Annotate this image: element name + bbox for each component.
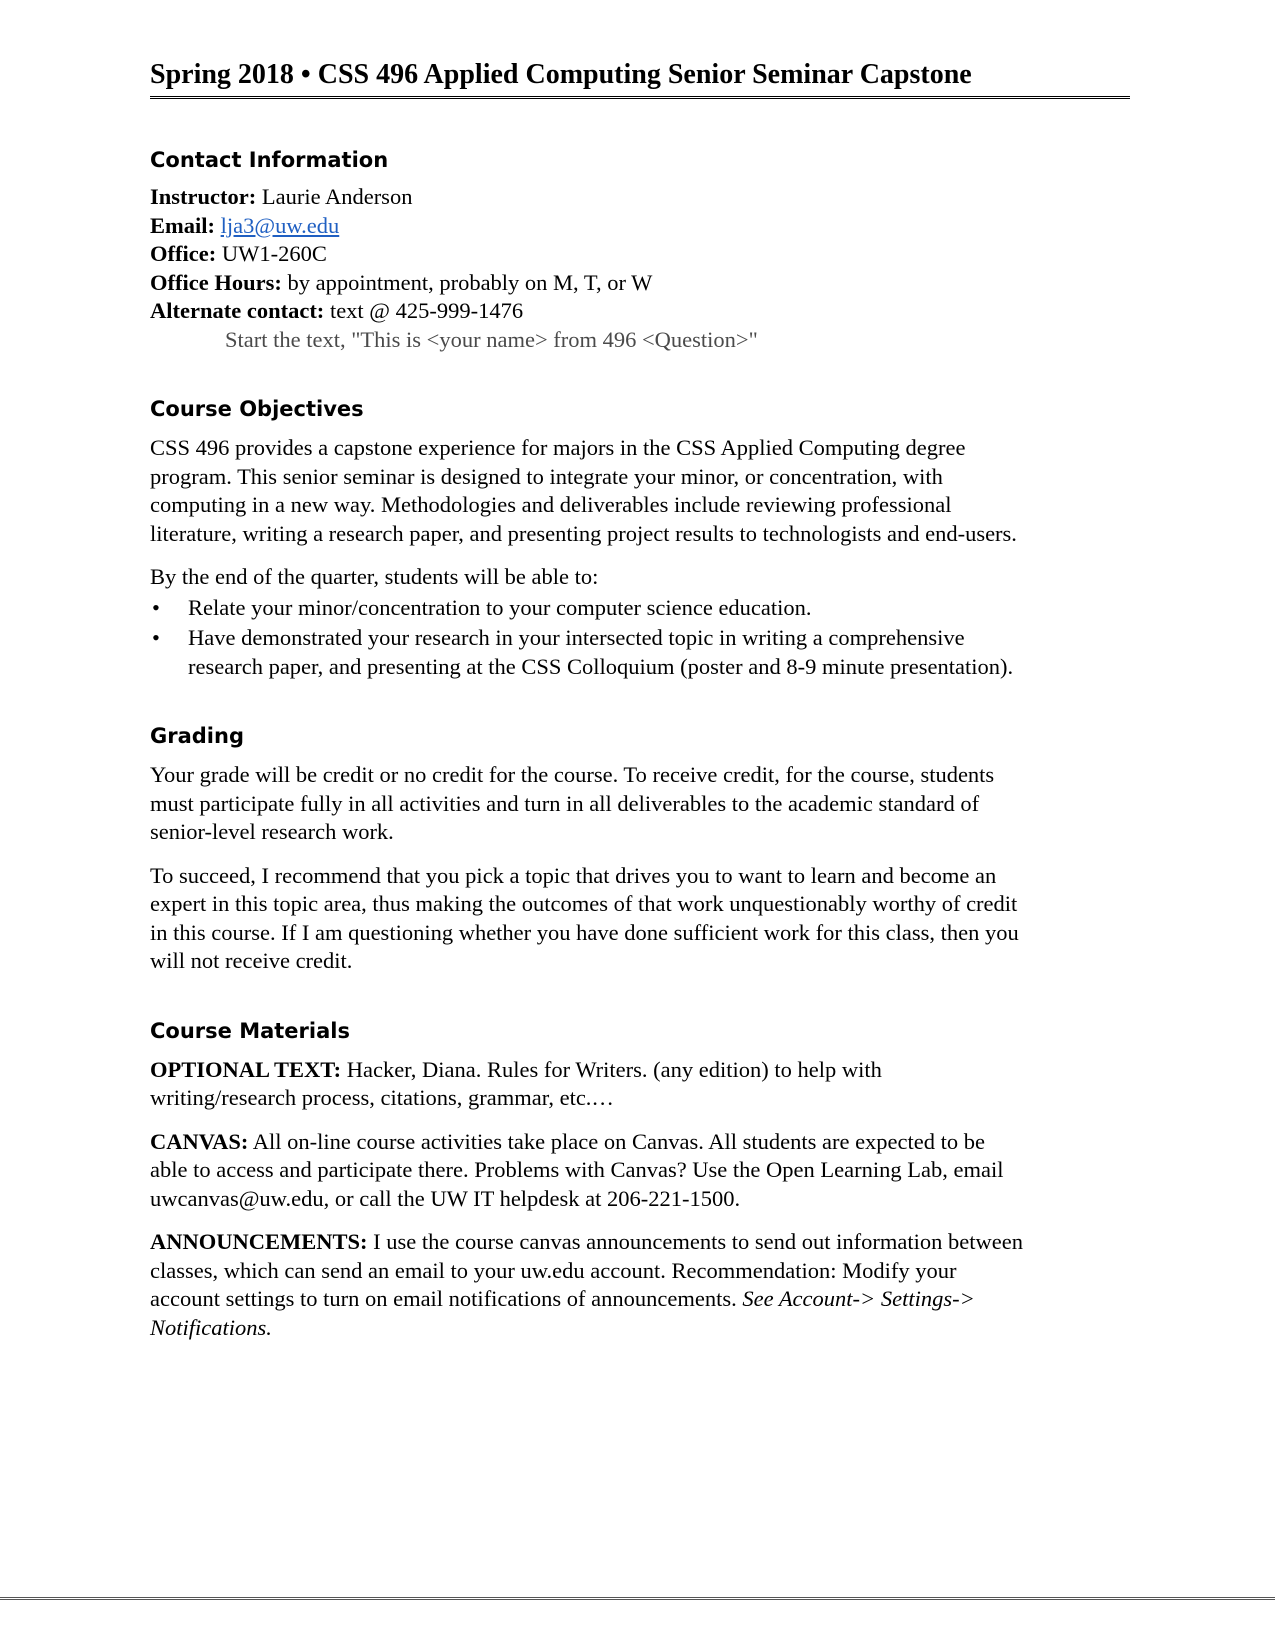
- materials-heading: Course Materials: [150, 1018, 350, 1043]
- office-hours-line: [150, 269, 1130, 298]
- canvas-paragraph: [150, 1128, 1130, 1214]
- contact-details: [150, 183, 1130, 354]
- canvas-line: uwcanvas@uw.edu, or call the UW IT helpdesk at 206-221-1500.: [150, 1185, 741, 1211]
- contact-section: [150, 147, 1130, 354]
- email-label: Email:: [150, 212, 215, 238]
- announcements-line: classes, which can send an email to your uw.edu account. Recommendation: Modify your: [150, 1257, 957, 1283]
- grading-paragraph: [150, 761, 1130, 847]
- grading-paragraph: [150, 862, 1130, 976]
- optional-text-line: [150, 1056, 1130, 1085]
- alternate-contact-line: [150, 297, 1130, 326]
- grading-line: will not receive credit.: [150, 948, 353, 973]
- objectives-list-item-text: research paper, and presenting at the CSS Colloquium (poster and 8-9 minute presentation).: [188, 653, 1014, 679]
- instructor-value: Laurie Anderson: [256, 184, 413, 209]
- objectives-list-item-text: Have demonstrated your research in your intersected topic in writing a comprehensive: [188, 625, 965, 650]
- canvas-label: CANVAS:: [150, 1128, 249, 1154]
- instructor-line: [150, 183, 1130, 212]
- objectives-paragraph: [150, 434, 1130, 548]
- document-title: Spring 2018 • CSS 496 Applied Computing Senior Seminar Capstone: [150, 58, 1130, 99]
- email-link[interactable]: lja3@uw.edu: [220, 212, 340, 238]
- canvas-value: All on-line course activities take place on Canvas. All students are expected to be: [248, 1128, 986, 1154]
- objectives-heading: Course Objectives: [150, 397, 364, 421]
- announcements-paragraph: [150, 1228, 1130, 1342]
- office-line: [150, 240, 1130, 269]
- office-label: Office:: [150, 241, 217, 266]
- grading-line: in this course. If I am questioning whether you have done sufficient work for this class, then you: [150, 919, 1019, 945]
- office-value: UW1-260C: [216, 241, 327, 266]
- alternate-contact-note: Start the text, "This is <your name> from 496 <Question>": [225, 326, 758, 352]
- objectives-list-item: [150, 594, 1130, 623]
- grading-line: To succeed, I recommend that you pick a topic that drives you to want to learn and become an: [150, 862, 997, 888]
- objectives-intro: By the end of the quarter, students will be able to:: [150, 564, 599, 589]
- objectives-list-item-text: Relate your minor/concentration to your computer science education.: [188, 594, 812, 620]
- objectives-line: program. This senior seminar is designed to integrate your minor, or concentration, with: [150, 463, 943, 489]
- footer-divider: [0, 1597, 1275, 1600]
- grading-line: expert in this topic area, thus making the outcomes of that work unquestionably worthy of credit: [150, 891, 1018, 916]
- announcements-label: ANNOUNCEMENTS:: [150, 1229, 368, 1254]
- alternate-contact-value: text @ 425-999-1476: [324, 298, 524, 323]
- canvas-line: [150, 1128, 1130, 1157]
- bullet-dot-icon: •: [152, 625, 160, 650]
- optional-text-value: Hacker, Diana. Rules for Writers. (any edition) to help with: [341, 1056, 882, 1082]
- grading-line: Your grade will be credit or no credit for the course. To receive credit, for the course, students: [150, 762, 995, 787]
- objectives-line: CSS 496 provides a capstone experience for majors in the CSS Applied Computing degree: [150, 435, 966, 460]
- contact-heading: Contact Information: [150, 148, 389, 172]
- announcements-text: account settings to turn on email notifications of announcements.: [150, 1286, 743, 1311]
- grading-section: [150, 723, 1130, 976]
- office-hours-label: Office Hours:: [150, 269, 282, 295]
- bullet-dot-icon: •: [152, 594, 160, 620]
- grading-heading: Grading: [150, 724, 244, 748]
- objectives-line: computing in a new way. Methodologies and deliverables include reviewing professional: [150, 492, 952, 517]
- announcements-value: I use the course canvas announcements to send out information between: [367, 1229, 1023, 1254]
- announcements-settings-path: Notifications.: [150, 1314, 272, 1340]
- syllabus-page: [150, 58, 1130, 1342]
- objectives-line: literature, writing a research paper, and presenting project results to technologists and end-users.: [150, 520, 1017, 546]
- email-line: [150, 212, 1130, 241]
- materials-section: [150, 1018, 1130, 1343]
- instructor-label: Instructor:: [150, 184, 257, 209]
- announcements-line: [150, 1228, 1130, 1257]
- grading-line: senior-level research work.: [150, 819, 394, 844]
- optional-text-label: OPTIONAL TEXT:: [150, 1056, 342, 1082]
- announcements-settings-path: See Account-> Settings->: [742, 1286, 975, 1311]
- objectives-list-item: [150, 624, 1130, 681]
- objectives-list: [150, 594, 1130, 682]
- objectives-section: [150, 396, 1130, 681]
- optional-text-line: writing/research process, citations, grammar, etc.…: [150, 1085, 614, 1110]
- canvas-line: able to access and participate there. Problems with Canvas? Use the Open Learning Lab, email: [150, 1157, 1004, 1182]
- alternate-contact-label: Alternate contact:: [150, 298, 325, 323]
- optional-text-paragraph: [150, 1056, 1130, 1113]
- office-hours-value: by appointment, probably on M, T, or W: [281, 269, 653, 295]
- announcements-line: [150, 1285, 1130, 1314]
- grading-line: must participate fully in all activities and turn in all deliverables to the academic standard of: [150, 790, 980, 816]
